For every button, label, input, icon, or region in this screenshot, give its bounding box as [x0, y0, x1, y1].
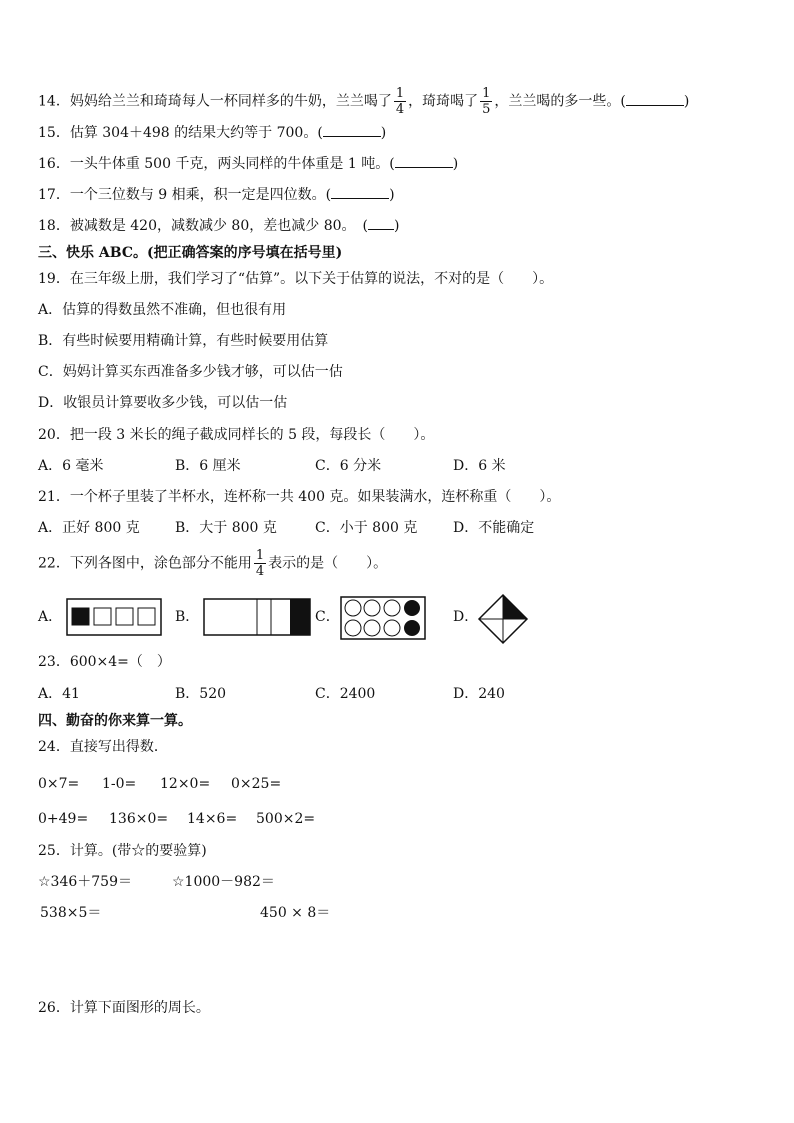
- question-19-option-d[interactable]: D．收银员计算要收多少钱，可以估一估: [38, 395, 288, 411]
- question-24-stem: 24．直接写出得数．: [38, 739, 168, 755]
- question-21-option-a[interactable]: A．正好 800 克: [38, 520, 140, 536]
- answer-blank[interactable]: [626, 93, 684, 106]
- section-4-heading: 四、勤奋的你来算一算。: [38, 713, 192, 729]
- question-22-label-b[interactable]: B．: [175, 609, 200, 625]
- oral-calc-item: 136×0=: [109, 811, 169, 827]
- question-26-stem: 26．计算下面图形的周长。: [38, 1000, 210, 1016]
- oral-calc-item: 500×2=: [256, 811, 316, 827]
- figure-c-circles[interactable]: [340, 596, 426, 640]
- question-22-label-c[interactable]: C．: [315, 609, 340, 625]
- oral-calc-item: 14×6=: [187, 811, 238, 827]
- question-17: 17．一个三位数与 9 相乘，积一定是四位数。( ): [38, 187, 395, 203]
- question-22-label-d[interactable]: D．: [453, 609, 479, 625]
- fraction-one-quarter: $\frac{1}{4}$: [255, 548, 265, 579]
- answer-blank[interactable]: [331, 186, 389, 199]
- question-19-option-a[interactable]: A．估算的得数虽然不准确，但也很有用: [38, 302, 287, 318]
- figure-d-diamond[interactable]: [478, 594, 528, 644]
- question-20-option-b[interactable]: B．6 厘米: [175, 458, 241, 474]
- section-3-heading: 三、快乐 ABC。(把正确答案的序号填在括号里): [38, 245, 343, 261]
- question-23-option-c[interactable]: C．2400: [315, 686, 376, 702]
- question-23-option-a[interactable]: A．41: [38, 686, 80, 702]
- written-calc-item: 450 × 8＝: [260, 905, 331, 921]
- question-20-option-d[interactable]: D．6 米: [453, 458, 506, 474]
- question-23-stem: 23．600×4=（ ）: [38, 654, 171, 670]
- question-22-label-a[interactable]: A．: [38, 609, 63, 625]
- question-20-option-c[interactable]: C．6 分米: [315, 458, 382, 474]
- question-25-stem: 25．计算。(带☆的要验算): [38, 843, 207, 859]
- question-20-option-a[interactable]: A．6 毫米: [38, 458, 104, 474]
- answer-blank[interactable]: [395, 155, 453, 168]
- question-18: 18．被减数是 420，减数减少 80，差也减少 80。 ( ): [38, 218, 400, 234]
- figure-b-bar[interactable]: [203, 598, 311, 636]
- question-14: 14．妈妈给兰兰和琦琦每人一杯同样多的牛奶，兰兰喝了 $\frac{1}{4}$ ，琦琦喝了 $\frac{1}{5}$ ，兰兰喝的多一些。( ): [38, 86, 690, 117]
- question-19-option-b[interactable]: B．有些时候要用精确计算，有些时候要用估算: [38, 333, 329, 349]
- written-calc-item: ☆346＋759＝: [38, 874, 132, 890]
- fraction-one-fifth: $\frac{1}{5}$: [482, 86, 491, 117]
- written-calc-item: ☆1000－982＝: [172, 874, 275, 890]
- question-15: 15．估算 304＋498 的结果大约等于 700。( ): [38, 125, 387, 141]
- question-19-stem: 19．在三年级上册，我们学习了“估算”。以下关于估算的说法，不对的是（ ）。: [38, 271, 554, 287]
- figure-a-squares[interactable]: [66, 598, 162, 636]
- fraction-one-quarter: $\frac{1}{4}$: [395, 86, 405, 117]
- question-23-option-b[interactable]: B．520: [175, 686, 227, 702]
- question-21-option-b[interactable]: B．大于 800 克: [175, 520, 277, 536]
- oral-calc-item: 12×0=: [160, 776, 211, 792]
- question-16: 16．一头牛体重 500 千克，两头同样的牛体重是 1 吨。( ): [38, 156, 459, 172]
- oral-calc-item: 0+49=: [38, 811, 89, 827]
- oral-calc-item: 1-0=: [102, 776, 137, 792]
- question-21-stem: 21．一个杯子里装了半杯水，连杯称一共 400 克。如果装满水，连杯称重（ ）。: [38, 489, 561, 505]
- question-20-stem: 20．把一段 3 米长的绳子截成同样长的 5 段，每段长（ ）。: [38, 427, 435, 443]
- answer-blank[interactable]: [323, 124, 381, 137]
- question-22-stem: 22．下列各图中，涂色部分不能用 $\frac{1}{4}$ 表示的是（ ）。: [38, 548, 388, 579]
- answer-blank[interactable]: [368, 217, 394, 230]
- written-calc-item: 538×5＝: [40, 905, 102, 921]
- question-21-option-c[interactable]: C．小于 800 克: [315, 520, 418, 536]
- oral-calc-item: 0×25=: [231, 776, 282, 792]
- question-23-option-d[interactable]: D．240: [453, 686, 505, 702]
- question-21-option-d[interactable]: D．不能确定: [453, 520, 535, 536]
- question-19-option-c[interactable]: C．妈妈计算买东西准备多少钱才够，可以估一估: [38, 364, 343, 380]
- oral-calc-item: 0×7=: [38, 776, 80, 792]
